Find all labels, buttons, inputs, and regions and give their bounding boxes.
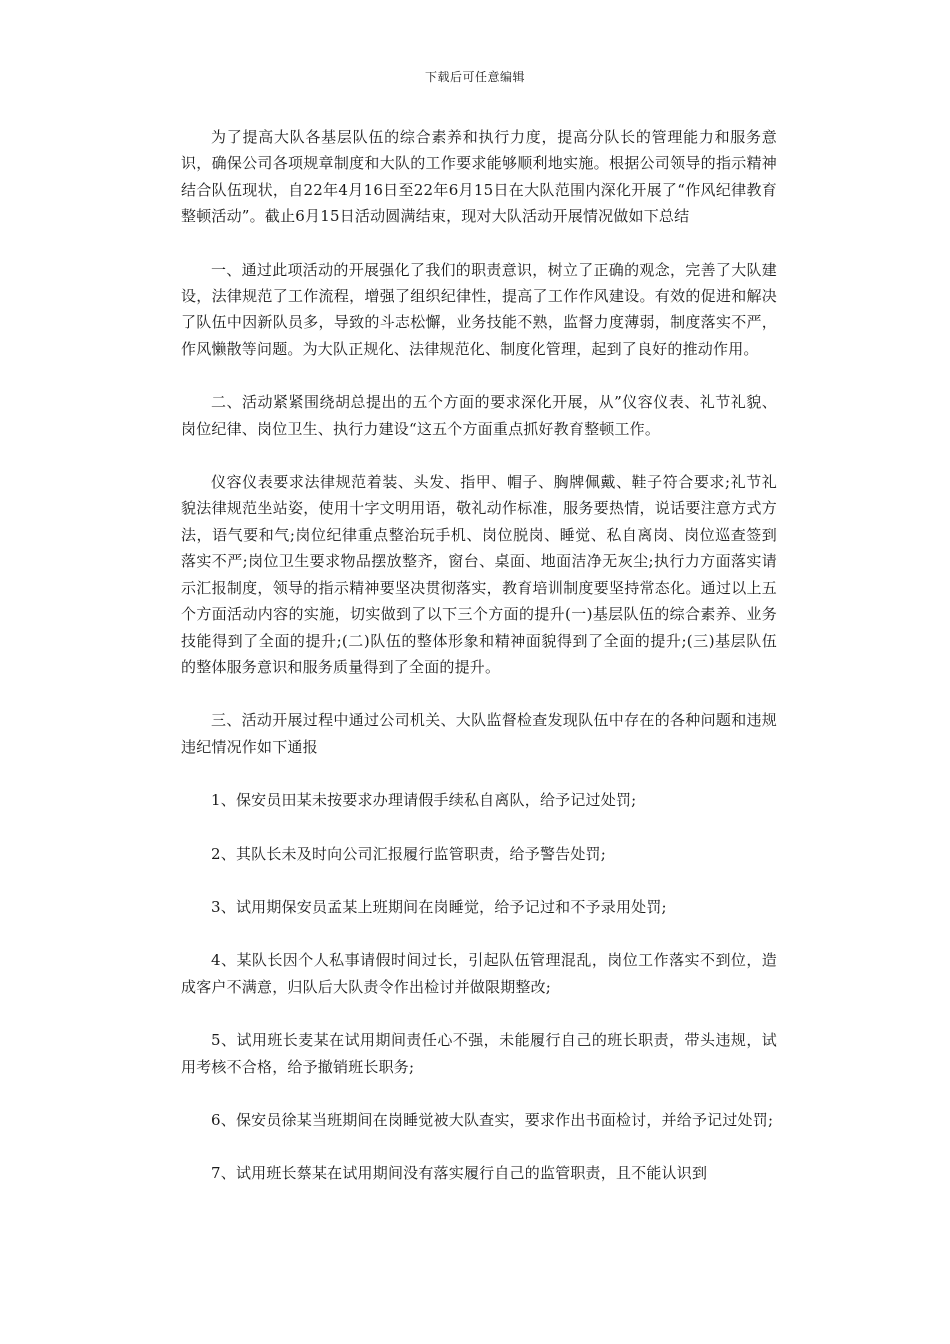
- paragraph-section-1: 一、通过此项活动的开展强化了我们的职责意识，树立了正确的观念，完善了大队建设，法律规范了工作流程，增强了组织纪律性，提高了工作作风建设。有效的促进和解决了队伍中因新队员多，导致的斗志松懈，业务技能不熟，监督力度薄弱，制度落实不严，作风懒散等问题。为大队正规化、法律规范化、制度化管理，起到了良好的推动作用。: [181, 260, 777, 358]
- list-item-4: 4、某队长因个人私事请假时间过长，引起队伍管理混乱，岗位工作落实不到位，造成客户不满意，归队后大队责令作出检讨并做限期整改;: [181, 951, 777, 996]
- list-item-2: 2、其队长未及时向公司汇报履行监管职责，给予警告处罚;: [211, 844, 606, 863]
- paragraph-section-2: 二、活动紧紧围绕胡总提出的五个方面的要求深化开展，从”仪容仪表、礼节礼貌、岗位纪律、岗位卫生、执行力建设“这五个方面重点抓好教育整顿工作。: [181, 393, 777, 438]
- document-body: [181, 124, 777, 1214]
- page-header: 下载后可任意编辑: [424, 70, 525, 84]
- paragraph-intro: 为了提高大队各基层队伍的综合素养和执行力度，提高分队长的管理能力和服务意识，确保公司各项规章制度和大队的工作要求能够顺利地实施。根据公司领导的指示精神结合队伍现状，自22年4月16日至22年6月15日在大队范围内深化开展了“作风纪律教育整顿活动”。截止6月15日活动圆满结束，现对大队活动开展情况做如下总结: [181, 128, 777, 226]
- paragraph-requirements: 仪容仪表要求法律规范着装、头发、指甲、帽子、胸牌佩戴、鞋子符合要求;礼节礼貌法律规范坐站姿，使用十字文明用语，敬礼动作标准，服务要热情，说话要注意方式方法，语气要和气;岗位纪律重点整治玩手机、岗位脱岗、睡觉、私自离岗、岗位巡查签到落实不严;岗位卫生要求物品摆放整齐，窗台、桌面、地面洁净无灰尘;执行力方面落实请示汇报制度，领导的指示精神要坚决贯彻落实，教育培训制度要坚持常态化。通过以上五个方面活动内容的实施，切实做到了以下三个方面的提升(一)基层队伍的综合素养、业务技能得到了全面的提升;(二)队伍的整体形象和精神面貌得到了全面的提升;(三)基层队伍的整体服务意识和服务质量得到了全面的提升。: [181, 473, 777, 676]
- list-item-5: 5、试用班长麦某在试用期间责任心不强，未能履行自己的班长职责，带头违规，试用考核不合格，给予撤销班长职务;: [181, 1031, 777, 1076]
- list-item-3: 3、试用期保安员孟某上班期间在岗睡觉，给予记过和不予录用处罚;: [211, 897, 667, 916]
- list-item-6: 6、保安员徐某当班期间在岗睡觉被大队查实，要求作出书面检讨，并给予记过处罚;: [211, 1110, 774, 1129]
- list-item-1: 1、保安员田某未按要求办理请假手续私自离队，给予记过处罚;: [211, 791, 637, 810]
- list-item-7: 7、试用班长蔡某在试用期间没有落实履行自己的监管职责，且不能认识到: [211, 1164, 708, 1183]
- paragraph-section-3: 三、活动开展过程中通过公司机关、大队监督检查发现队伍中存在的各种问题和违规违纪情况作如下通报: [181, 711, 777, 756]
